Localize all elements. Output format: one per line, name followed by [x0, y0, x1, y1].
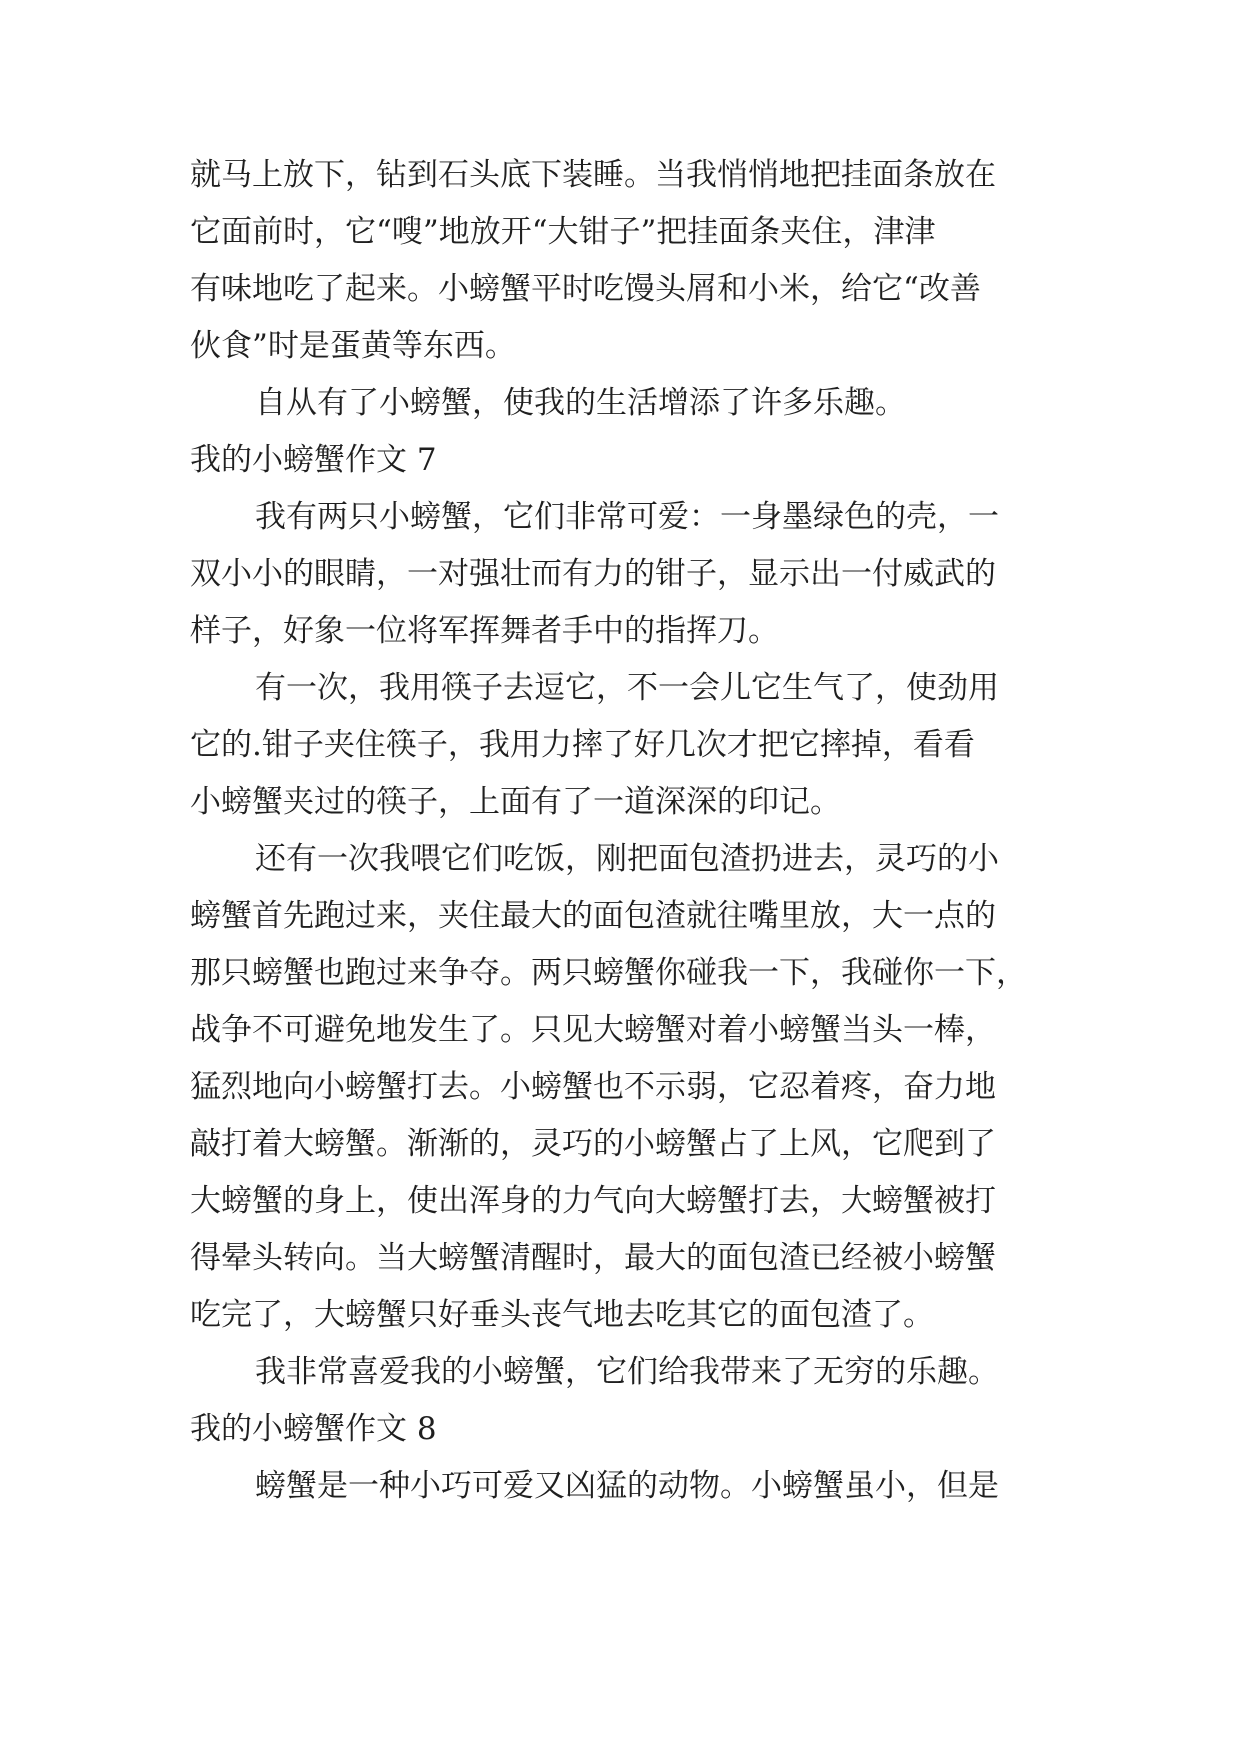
text-line: 有一次，我用筷子去逗它，不一会儿它生气了，使劲用 — [255, 670, 999, 706]
text-line: 战争不可避免地发生了。只见大螃蟹对着小螃蟹当头一棒， — [190, 1012, 996, 1048]
text-line: 有味地吃了起来。小螃蟹平时吃馒头屑和小米，给它“改善 — [190, 271, 981, 307]
text-line: 敲打着大螃蟹。渐渐的，灵巧的小螃蟹占了上风，它爬到了 — [190, 1126, 996, 1162]
text-line: 螃蟹首先跑过来，夹住最大的面包渣就往嘴里放，大一点的 — [190, 898, 996, 934]
text-line: 它面前时，它“嗖”地放开“大钳子”把挂面条夹住，津津 — [190, 214, 936, 250]
text-line: 吃完了，大螃蟹只好垂头丧气地去吃其它的面包渣了。 — [190, 1297, 934, 1333]
text-line: 样子，好象一位将军挥舞者手中的指挥刀。 — [190, 613, 779, 649]
section-heading: 我的小螃蟹作文 8 — [190, 1411, 437, 1447]
text-line: 小螃蟹夹过的筷子，上面有了一道深深的印记。 — [190, 784, 841, 820]
text-line: 自从有了小螃蟹，使我的生活增添了许多乐趣。 — [255, 385, 906, 421]
text-line: 螃蟹是一种小巧可爱又凶猛的动物。小螃蟹虽小，但是 — [255, 1468, 999, 1504]
text-line: 双小小的眼睛，一对强壮而有力的钳子，显示出一付威武的 — [190, 556, 996, 592]
text-line: 它的.钳子夹住筷子，我用力摔了好几次才把它摔掉，看看 — [190, 727, 975, 763]
text-line: 我非常喜爱我的小螃蟹，它们给我带来了无穷的乐趣。 — [255, 1354, 999, 1390]
text-line: 得晕头转向。当大螃蟹清醒时，最大的面包渣已经被小螃蟹 — [190, 1240, 996, 1276]
section-heading: 我的小螃蟹作文 7 — [190, 442, 437, 478]
text-line: 我有两只小螃蟹，它们非常可爱：一身墨绿色的壳，一 — [255, 499, 999, 535]
text-line: 大螃蟹的身上，使出浑身的力气向大螃蟹打去，大螃蟹被打 — [190, 1183, 996, 1219]
text-line: 那只螃蟹也跑过来争夺。两只螃蟹你碰我一下，我碰你一下， — [190, 955, 1027, 991]
text-line: 还有一次我喂它们吃饭，刚把面包渣扔进去，灵巧的小 — [255, 841, 999, 877]
text-line: 就马上放下，钻到石头底下装睡。当我悄悄地把挂面条放在 — [190, 157, 996, 193]
text-line: 猛烈地向小螃蟹打去。小螃蟹也不示弱，它忍着疼，奋力地 — [190, 1069, 996, 1105]
text-line: 伙食”时是蛋黄等东西。 — [190, 328, 516, 364]
